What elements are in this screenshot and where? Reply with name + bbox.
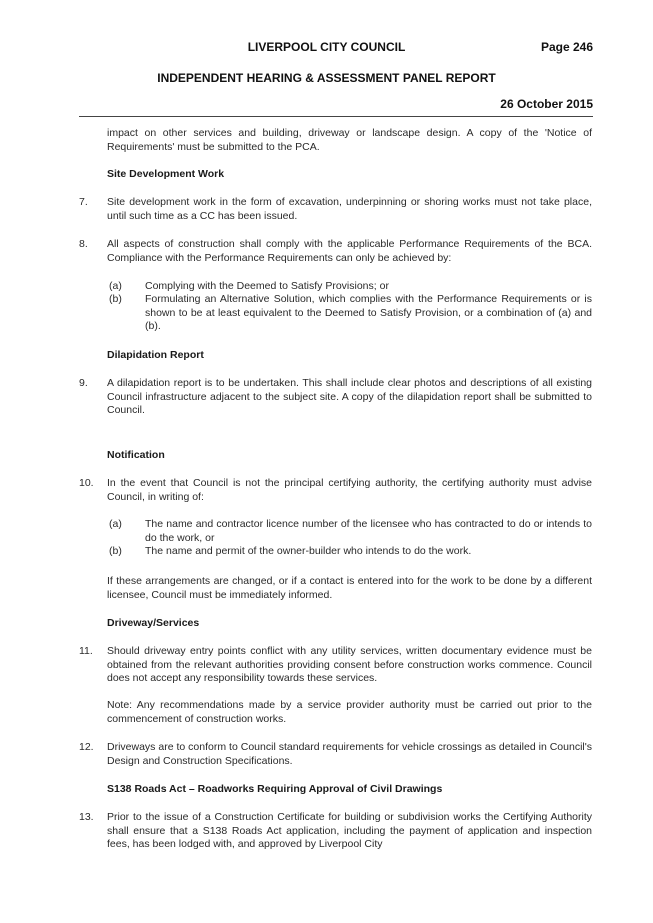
section-heading-s138: S138 Roads Act – Roadworks Requiring Approval of Civil Drawings xyxy=(107,783,443,795)
item-number-12: 12. xyxy=(79,741,94,753)
item-text-8: All aspects of construction shall comply with the applicable Performance Requirements of the BCA. Compliance with the Performance Requirements can only be achieved by: xyxy=(107,238,592,264)
item-number-13: 13. xyxy=(79,811,94,823)
intro-continuation: impact on other services and building, driveway or landscape design. A copy of the 'Notice of Requirements' must be submitted to the PCA. xyxy=(107,127,592,153)
page-number: Page 246 xyxy=(540,40,593,54)
item-text-12: Driveways are to conform to Council standard requirements for vehicle crossings as detailed in Council's Design and Construction Specifications. xyxy=(107,741,592,767)
section-heading-notification: Notification xyxy=(107,449,165,461)
subitem-label-10a: (a) xyxy=(109,518,122,530)
section-heading-site-development: Site Development Work xyxy=(107,168,225,180)
section-heading-driveway: Driveway/Services xyxy=(107,617,200,629)
report-date: 26 October 2015 xyxy=(500,97,593,111)
subitem-text-8b: Formulating an Alternative Solution, which complies with the Performance Requirements or is shown to be at least equivalent to the Deemed to Satisfy Provision, or a combination of (a) and (b). xyxy=(145,293,592,333)
item-text-11: Should driveway entry points conflict with any utility services, written documentary evidence must be obtained from the relevant authorities providing consent before construction works commence. Council does not accept any responsibility towards these services. xyxy=(107,645,592,685)
item-text-9: A dilapidation report is to be undertaken. This shall include clear photos and descriptions of all existing Council infrastructure adjacent to the subject site. A copy of the dilapidation report shall be submitted to Council. xyxy=(107,377,592,417)
item-number-10: 10. xyxy=(79,477,94,489)
item-number-9: 9. xyxy=(79,377,88,389)
subitem-label-8b: (b) xyxy=(109,293,122,305)
subitem-text-10a: The name and contractor licence number of the licensee who has contracted to do or intends to do the work, or xyxy=(145,518,592,544)
item-text-7: Site development work in the form of excavation, underpinning or shoring works must not take place, until such time as a CC has been issued. xyxy=(107,196,592,222)
item-text-13: Prior to the issue of a Construction Certificate for building or subdivision works the Certifying Authority shall ensure that a S138 Roads Act application, including the payment of application and inspection fees, has been lodged with, and approved by Liverpool City xyxy=(107,811,592,851)
notification-follow-text: If these arrangements are changed, or if a contact is entered into for the work to be done by a different licensee, Council must be immediately informed. xyxy=(107,575,592,601)
item-number-8: 8. xyxy=(79,238,88,250)
item-number-7: 7. xyxy=(79,196,88,208)
item-note-11: Note: Any recommendations made by a service provider authority must be carried out prior to the commencement of construction works. xyxy=(107,699,592,725)
item-text-10: In the event that Council is not the principal certifying authority, the certifying authority must advise Council, in writing of: xyxy=(107,477,592,503)
council-name: LIVERPOOL CITY COUNCIL xyxy=(247,40,406,54)
section-heading-dilapidation: Dilapidation Report xyxy=(107,349,204,361)
subitem-text-8a: Complying with the Deemed to Satisfy Provisions; or xyxy=(145,280,389,292)
subitem-label-10b: (b) xyxy=(109,545,122,557)
subitem-text-10b: The name and permit of the owner-builder who intends to do the work. xyxy=(145,545,472,557)
subitem-label-8a: (a) xyxy=(109,280,122,292)
item-number-11: 11. xyxy=(79,645,93,657)
header-divider xyxy=(79,116,593,117)
report-title: INDEPENDENT HEARING & ASSESSMENT PANEL REPORT xyxy=(157,71,496,85)
